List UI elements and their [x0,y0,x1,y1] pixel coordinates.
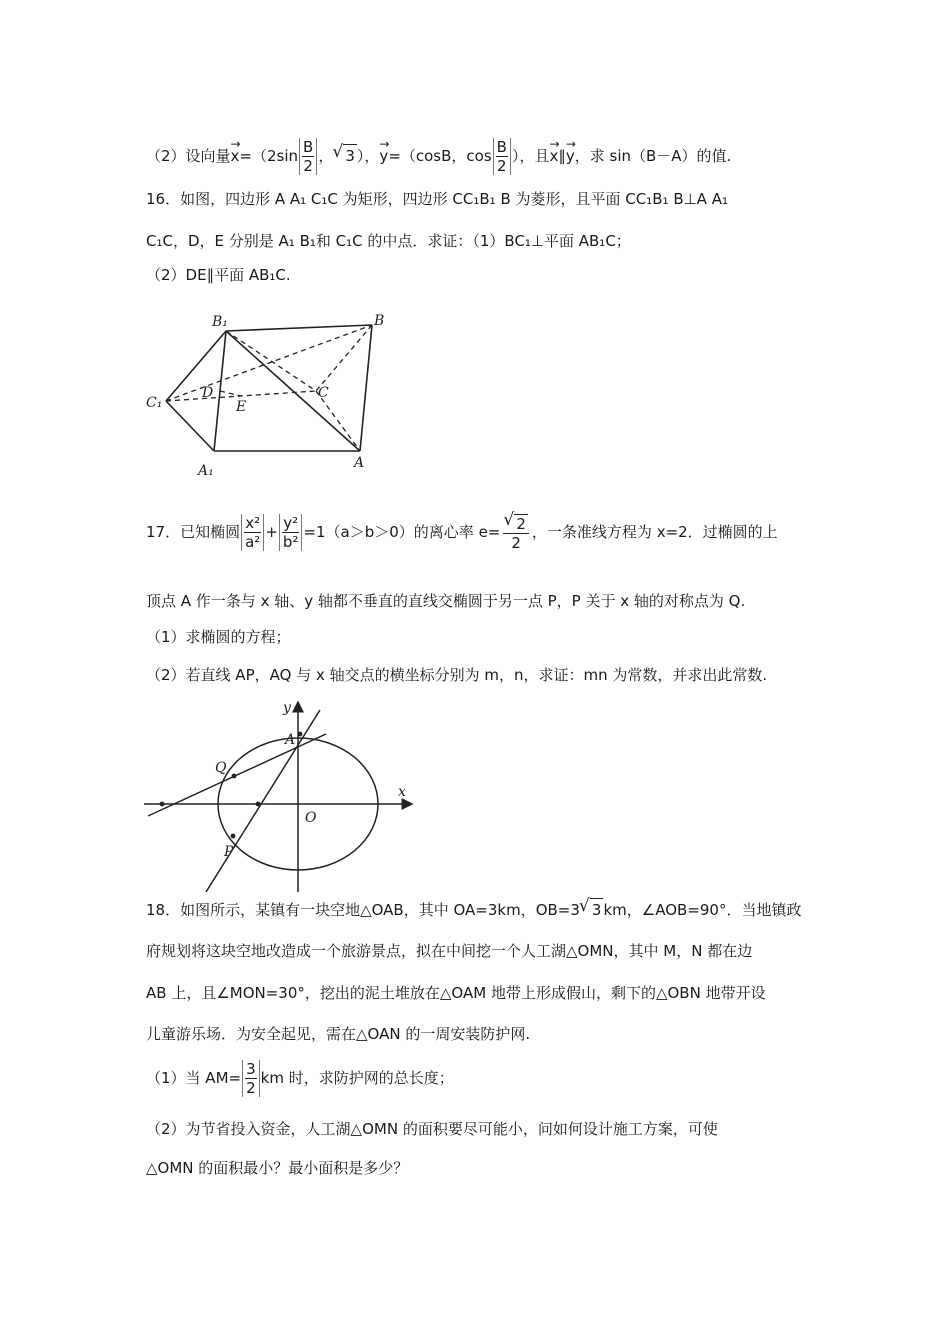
q15-part2 [146,138,731,175]
fraction-b-over-2 [299,138,317,175]
text-span: ， [318,147,334,165]
text-span: （2）设向量 [146,147,231,165]
label-y: y [283,700,291,716]
fraction-denominator: 2 [246,1079,256,1097]
q18-line7: △OMN 的面积最小？最小面积是多少？ [146,1159,409,1177]
vector-x-2: → x [549,139,558,167]
fraction-sqrt2-over-2 [501,514,531,552]
fraction-b-over-2-second [493,138,511,175]
text-span: =（cosB，cos [388,147,492,165]
text-span: =（2sin [239,147,299,165]
q18-line3: AB 上，且∠MON=30°，挖出的泥土堆放在△OAM 地带上形成假山，剩下的△OBN 地带开设 [146,984,766,1002]
point-a [298,732,303,737]
label-x: x [398,784,406,800]
label-p: P [224,844,234,860]
label-a1: A₁ [198,463,214,479]
fraction-3-over-2 [242,1060,260,1097]
q17-line3: （1）求椭圆的方程； [146,628,291,646]
label-c1: C₁ [146,395,163,411]
fraction-x2-over-a2 [241,514,264,551]
label-d: D [202,385,214,401]
label-c: C [318,385,329,401]
q16-prism-figure [140,305,400,485]
label-a: A [285,732,296,748]
label-a: A [354,455,365,471]
edge-c1-a1 [166,401,214,451]
q17-ellipse-figure [140,696,420,896]
q16-line3: （2）DE∥平面 AB₁C. [146,266,291,284]
point-n [160,802,165,807]
label-o: O [305,810,317,826]
edge-b1-b [226,325,372,331]
q16-line2: C₁C，D，E 分别是 A₁ B₁和 C₁C 的中点．求证：（1）BC₁⊥平面 AB₁C； [146,232,631,250]
fraction-numerator [503,514,529,534]
label-b1: B₁ [212,314,228,330]
q18-part1 [146,1058,454,1098]
fraction-numerator: B [303,138,314,156]
point-q [232,774,237,779]
label-q: Q [215,760,227,776]
fraction-denominator: 2 [497,157,507,175]
point-p [231,834,236,839]
vector-y-2: → y [566,139,575,167]
edge-c1-b [166,325,372,401]
text-span: + [265,523,278,541]
q18-line4: 儿童游乐场．为安全起见，需在△OAN 的一周安装防护网. [146,1025,531,1043]
fraction-numerator: x² [245,514,261,532]
sqrt-2: √ 2 [514,514,528,533]
q18-line1 [146,898,801,921]
q17-line4: （2）若直线 AP，AQ 与 x 轴交点的横坐标分别为 m，n，求证：mn 为常数，并求出此常数. [146,666,768,684]
fraction-denominator: 2 [511,533,521,552]
text-span: km，∠AOB=90°．当地镇政 [603,901,802,919]
q18-line6: （2）为节省投入资金，人工湖△OMN 的面积要尽可能小，问如何设计施工方案，可使 [146,1120,718,1138]
fraction-y2-over-b2 [279,514,303,551]
fraction-denominator: a² [245,533,261,551]
label-b: B [374,313,385,329]
fraction-numerator: 3 [246,1060,256,1078]
label-e: E [236,399,247,415]
text-span: km 时，求防护网的总长度； [260,1069,454,1087]
q17-line1 [146,512,778,552]
text-span: ）， [356,147,380,165]
fraction-numerator: B [496,138,507,156]
text-span: 17．已知椭圆 [146,523,241,541]
vector-x: → x [231,139,240,167]
sqrt-3: √ 3 [590,898,604,921]
text-span: ，一条准线方程为 x=2．过椭圆的上 [531,523,778,541]
q16-line1: 16．如图，四边形 A A₁ C₁C 为矩形，四边形 CC₁B₁ B 为菱形，且平面 CC₁B₁ B⊥A A₁ [146,190,728,208]
line-ap [206,710,320,892]
text-span: （1）当 AM= [146,1069,242,1087]
point-m [256,802,261,807]
fraction-denominator: b² [282,533,299,551]
edge-b1-c [226,331,316,391]
fraction-numerator: y² [283,514,299,532]
q17-line2: 顶点 A 作一条与 x 轴、y 轴都不垂直的直线交椭圆于另一点 P，P 关于 x 轴的对称点为 Q. [146,592,746,610]
vector-y: → y [379,139,388,167]
text-span: 18．如图所示，某镇有一块空地△OAB，其中 OA=3km，OB=3 [146,901,580,919]
text-span: ），且 [511,147,550,165]
fraction-denominator: 2 [303,157,313,175]
sqrt-3: √ 3 [343,144,357,167]
edge-b-a [360,325,372,451]
q18-line2: 府规划将这块空地改造成一个旅游景点，拟在中间挖一个人工湖△OMN，其中 M，N 都在边 [146,942,753,960]
text-span: ，求 sin（B－A）的值. [574,147,732,165]
text-span: ∥ [558,147,566,165]
edge-b1-a [226,331,360,451]
text-span: =1（a＞b＞0）的离心率 e= [303,523,501,541]
segment-d-e [220,391,241,396]
